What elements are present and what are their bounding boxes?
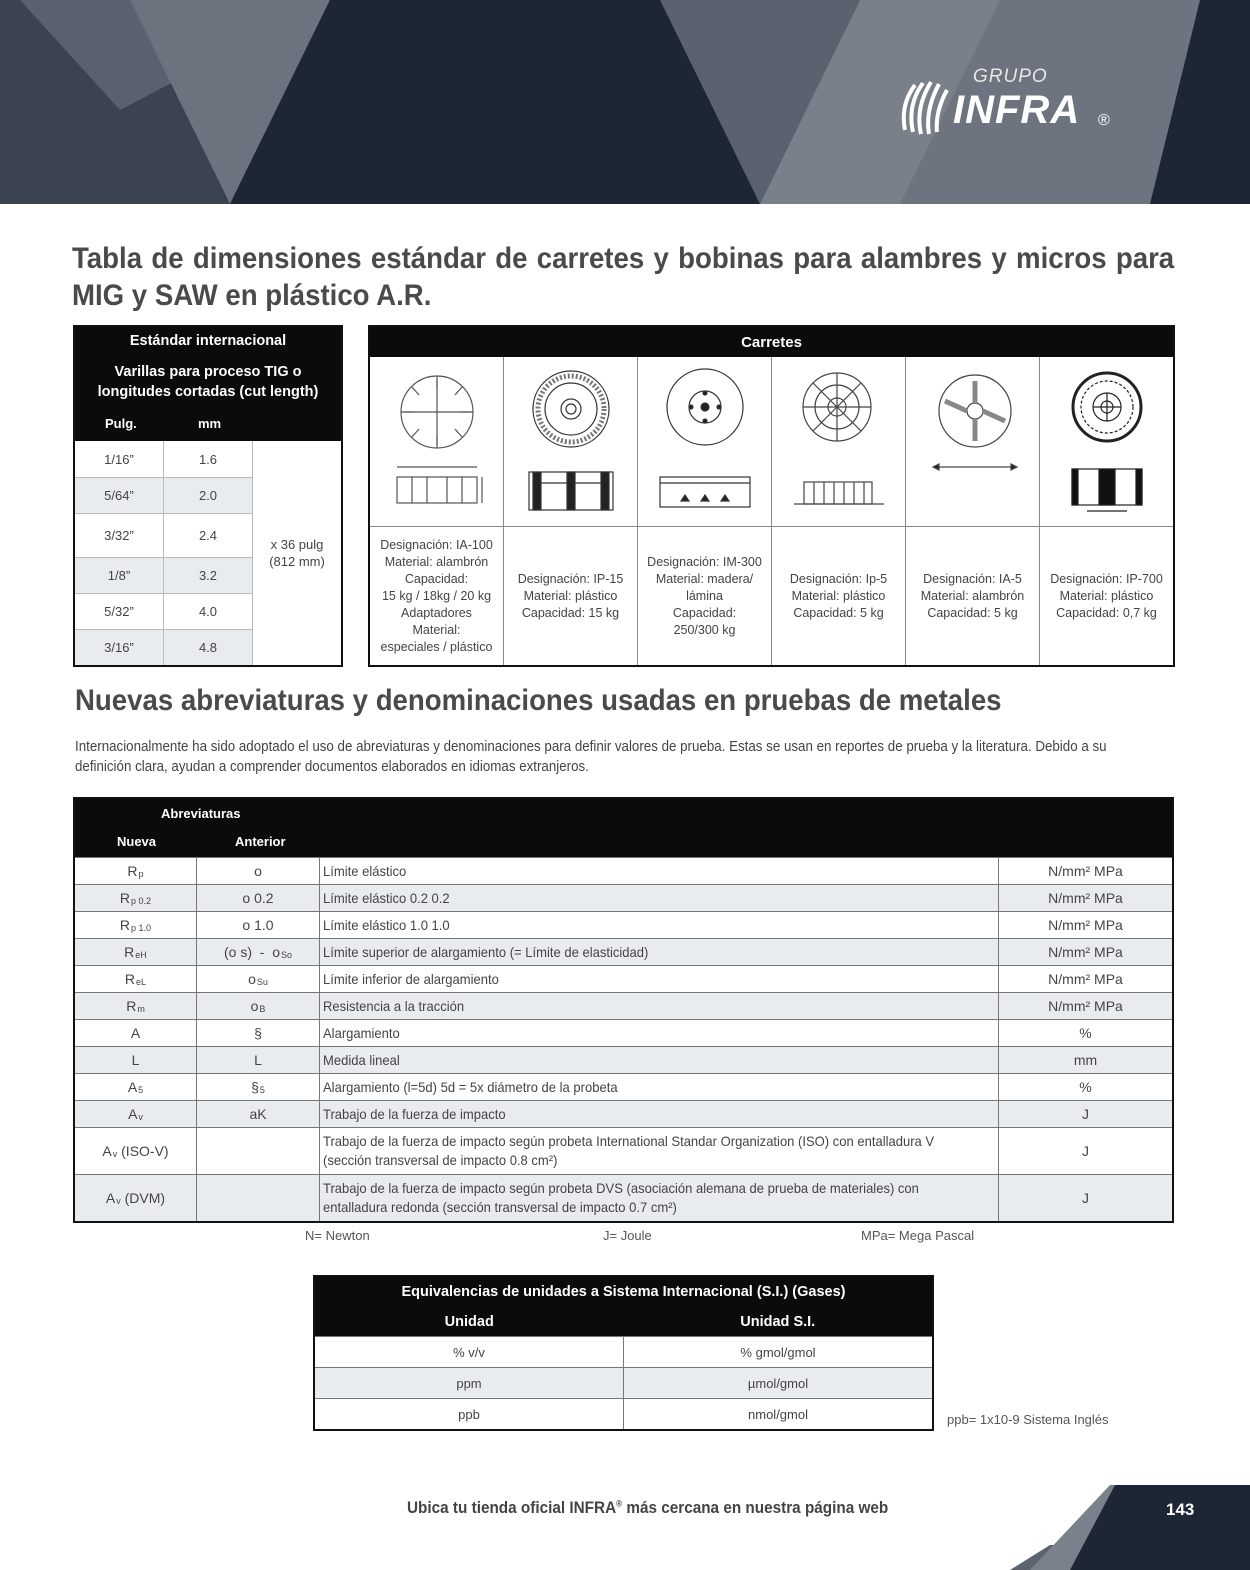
spool-column (772, 357, 906, 665)
abbr-new-subscript: v (116, 1195, 121, 1206)
page-header (0, 0, 1250, 204)
cell-unit (999, 1047, 1172, 1073)
abbr-new-symbol: A (105, 1190, 116, 1206)
unit-text: J (1082, 1143, 1089, 1159)
abbr-new-subscript: m (137, 1003, 145, 1014)
tig-rods-table-header (75, 327, 341, 441)
cell-pulg: 3/32” (75, 514, 164, 557)
cell-old-abbreviation (197, 939, 320, 965)
abbreviations-intro: Internacionalmente ha sido adoptado el uso de abreviaturas y denominaciones para definir valores de prueba. Estas se usan en reportes de prueba y la literatura. Debido a su definición clara, ayudan a comprender documentos elaborados en idiomas extranjeros. (75, 739, 1107, 775)
cell-mm: 3.2 (164, 558, 253, 593)
spool-ia-5-drawing-icon (906, 357, 1039, 527)
cell-description (320, 1020, 999, 1046)
cell-old-abbreviation (197, 885, 320, 911)
cell-description (320, 939, 999, 965)
spools-columns (370, 357, 1173, 665)
abbr-new-symbol: R (119, 890, 131, 906)
abbreviations-heading: Nuevas abreviaturas y denominaciones usadas en pruebas de metales (75, 684, 1002, 717)
footer-reg-mark: ® (616, 1498, 623, 1509)
unit-text: N/mm² MPa (1048, 944, 1123, 960)
rod-length-note: x 36 pulg (812 mm) (269, 537, 325, 569)
cell-si: % gmol/gmol (740, 1344, 816, 1360)
cell-pulg: 5/64” (75, 478, 164, 513)
table-row (75, 857, 1172, 884)
cell-description (320, 1047, 999, 1073)
abbr-old-subscript: 5 (259, 1084, 265, 1095)
spool-column (370, 357, 504, 665)
cell-new-abbreviation (75, 1101, 197, 1127)
abbr-new-subscript: eH (135, 949, 147, 960)
cell-pulg: 5/32” (75, 594, 164, 629)
tig-rods-table (73, 325, 343, 667)
ppb-note: ppb= 1x10-9 Sistema Inglés (947, 1412, 1109, 1427)
legend-joule: J= Joule (603, 1228, 652, 1243)
description-text: Trabajo de la fuerza de impacto según probeta International Standar Organization (ISO) con entalladura V (sección transversal de impacto 0.8 cm²) (323, 1133, 935, 1168)
abbr-old-symbol: (o s) - o (223, 944, 280, 960)
cell-unit (999, 912, 1172, 938)
cell-si: µmol/gmol (747, 1375, 809, 1391)
description-text: Trabajo de la fuerza de impacto según probeta DVS (asociación alemana de prueba de materiales) con entalladura redonda (sección transversal de impacto 0.7 cm²) (323, 1180, 919, 1215)
table-row (75, 514, 253, 558)
description-text: Límite superior de alargamiento (= Límite de elasticidad) (323, 943, 649, 960)
units-table-title: Equivalencias de unidades a Sistema Internacional (S.I.) (Gases) (315, 1277, 932, 1307)
cell-new-abbreviation (75, 1175, 197, 1221)
cell-new-abbreviation (75, 1128, 197, 1174)
abbr-old-symbol: § (254, 1025, 262, 1041)
cell-unit (999, 1128, 1172, 1174)
abbreviations-table-body (75, 857, 1172, 1221)
abbr-old-symbol: o 1.0 (242, 917, 274, 933)
cell-unit: % v/v (315, 1337, 624, 1367)
cell-unit: ppm (315, 1368, 624, 1398)
cell-unit (999, 1074, 1172, 1100)
unit-text: N/mm² MPa (1048, 863, 1123, 879)
cell-new-abbreviation (75, 993, 197, 1019)
description-text: Medida lineal (323, 1051, 400, 1068)
cell-old-abbreviation (197, 1047, 320, 1073)
abbr-new-subscript: p 1.0 (131, 922, 152, 933)
table-row (75, 630, 253, 665)
units-table-header (315, 1307, 932, 1336)
table-row (75, 594, 253, 630)
cell-unit (999, 858, 1172, 884)
logo-registered-mark: ® (1098, 112, 1110, 129)
table-row (315, 1398, 932, 1429)
tig-rods-table-subtitle: Varillas para proceso TIG o longitudes cortadas (cut length) (97, 364, 319, 400)
abbr-new-subscript: eL (136, 976, 147, 987)
cell-old-abbreviation (197, 966, 320, 992)
cell-pulg: 1/8” (75, 558, 164, 593)
abbr-old-symbol: o 0.2 (242, 890, 274, 906)
description-text: Límite elástico 0.2 0.2 (323, 889, 450, 906)
abbr-old-subscript: So (281, 949, 293, 960)
abbr-new-symbol: A (127, 1079, 138, 1095)
spool-ia-100-description: Designación: IA-100 Material: alambrón Capacidad: 15 kg / 18kg / 20 kg Adaptadores Material: especiales / plástico (380, 537, 493, 654)
unit-text: J (1082, 1106, 1089, 1122)
table-row (75, 1019, 1172, 1046)
spool-ip-15-drawing-icon (504, 357, 637, 527)
table-row (315, 1336, 932, 1367)
abbr-old-symbol: o (254, 863, 262, 879)
table-row (75, 1174, 1172, 1221)
cell-description (320, 1074, 999, 1100)
abbr-new-subscript: 5 (138, 1084, 144, 1095)
cell-new-abbreviation (75, 966, 197, 992)
abbr-new-symbol: A (102, 1143, 112, 1159)
cell-new-abbreviation (75, 1047, 197, 1073)
cell-old-abbreviation (197, 1175, 320, 1221)
cell-mm: 4.8 (164, 630, 253, 665)
abbr-new-subscript: v (112, 1148, 118, 1159)
footer-text-before: Ubica tu tienda oficial INFRA (407, 1498, 617, 1517)
table-row (75, 441, 253, 478)
abbr-new-symbol: R (124, 971, 136, 987)
table-row (75, 1073, 1172, 1100)
footer-message (407, 1498, 888, 1518)
abbr-new-symbol: R (119, 917, 131, 933)
abbr-old-subscript: Su (256, 976, 268, 987)
cell-unit (999, 966, 1172, 992)
cell-new-abbreviation (75, 858, 197, 884)
spool-im-300-drawing-icon (638, 357, 771, 527)
legend-mpa: MPa= Mega Pascal (861, 1228, 975, 1243)
cell-old-abbreviation (197, 1074, 320, 1100)
description-text: Alargamiento (l=5d) 5d = 5x diámetro de la probeta (323, 1078, 618, 1095)
abbr-old-subscript: B (259, 1003, 266, 1014)
cell-description (320, 1128, 999, 1174)
header-unidad-si: Unidad S.I. (740, 1313, 816, 1330)
cell-unit (999, 993, 1172, 1019)
cell-pulg: 1/16” (75, 441, 164, 477)
cell-description (320, 966, 999, 992)
abbr-old-symbol: § (251, 1079, 259, 1095)
spool-ia-100-drawing-icon (370, 357, 503, 527)
abbr-new-subscript: p (138, 868, 144, 879)
table-row (75, 992, 1172, 1019)
abbreviations-table (73, 797, 1174, 1223)
abbr-new-suffix: (DVM) (120, 1190, 166, 1206)
page-number: 143 (1166, 1500, 1195, 1519)
spool-ia-5-description: Designación: IA-5 Material: alambrón Capacidad: 5 kg (920, 571, 1025, 620)
spool-ip-5-drawing-icon (772, 357, 905, 527)
description-text: Trabajo de la fuerza de impacto (323, 1105, 506, 1122)
spools-table-title: Carretes (370, 327, 1173, 357)
cell-mm: 2.0 (164, 478, 253, 513)
column-header-pulg: Pulg. (105, 416, 137, 431)
cell-old-abbreviation (197, 912, 320, 938)
cell-unit: ppb (315, 1399, 624, 1429)
spool-column (504, 357, 638, 665)
spools-table (368, 325, 1175, 667)
abbr-old-symbol: aK (249, 1106, 267, 1122)
table-row (75, 1046, 1172, 1073)
abbr-old-symbol: L (254, 1052, 262, 1068)
abbr-new-suffix: (ISO-V) (117, 1143, 169, 1159)
cell-unit (999, 1101, 1172, 1127)
header-nueva: Nueva (117, 834, 157, 849)
cell-description (320, 912, 999, 938)
table-row (75, 1100, 1172, 1127)
table-row (75, 938, 1172, 965)
cell-unit (999, 885, 1172, 911)
table-row (315, 1367, 932, 1398)
cell-new-abbreviation (75, 1020, 197, 1046)
legend-newton: N= Newton (305, 1228, 370, 1243)
cell-old-abbreviation (197, 993, 320, 1019)
abbr-new-symbol: R (124, 944, 135, 960)
header-unidad: Unidad (444, 1313, 494, 1330)
spool-column (1040, 357, 1173, 665)
spool-ip-700-drawing-icon (1040, 357, 1173, 527)
description-text: Alargamiento (323, 1024, 400, 1041)
abbr-new-subscript: p 0.2 (131, 895, 152, 906)
unit-text: % (1079, 1025, 1092, 1041)
cell-pulg: 3/16” (75, 630, 164, 665)
cell-unit (999, 939, 1172, 965)
unit-text: J (1082, 1190, 1089, 1206)
cell-unit (999, 1175, 1172, 1221)
cell-unit (999, 1020, 1172, 1046)
table-row (75, 965, 1172, 992)
cell-new-abbreviation (75, 885, 197, 911)
cell-description (320, 885, 999, 911)
header-anterior: Anterior (235, 834, 286, 849)
spool-column (638, 357, 772, 665)
spool-ip-15-description: Designación: IP-15 Material: plástico Capacidad: 15 kg (517, 571, 624, 620)
abbr-new-symbol: R (126, 998, 137, 1014)
cell-mm: 1.6 (164, 441, 253, 477)
cell-new-abbreviation (75, 1074, 197, 1100)
tig-rods-table-title: Estándar internacional (129, 333, 287, 349)
cell-description (320, 858, 999, 884)
abbr-new-symbol: L (131, 1052, 140, 1068)
unit-text: N/mm² MPa (1048, 998, 1123, 1014)
unit-text: N/mm² MPa (1048, 917, 1123, 933)
cell-old-abbreviation (197, 1128, 320, 1174)
tig-rods-rows (75, 441, 253, 665)
table-row (75, 884, 1172, 911)
units-table (313, 1275, 934, 1431)
cell-mm: 4.0 (164, 594, 253, 629)
abbr-old-symbol: o (248, 971, 256, 987)
spool-im-300-description: Designación: IM-300 Material: madera/ lámina Capacidad: 250/300 kg (647, 554, 762, 637)
cell-mm: 2.4 (164, 514, 253, 557)
unit-text: N/mm² MPa (1048, 890, 1123, 906)
table-row (75, 558, 253, 594)
description-text: Resistencia a la tracción (323, 997, 465, 1014)
column-header-mm: mm (198, 416, 222, 431)
abbr-new-symbol: R (127, 863, 138, 879)
table-row (75, 1127, 1172, 1174)
cell-description (320, 993, 999, 1019)
description-text: Límite elástico 1.0 1.0 (323, 916, 450, 933)
unit-text: N/mm² MPa (1048, 971, 1123, 987)
page-title: Tabla de dimensiones estándar de carretes y bobinas para alambres y micros para MIG y SAW en plástico A.R. (72, 242, 1175, 312)
abbr-old-symbol: o (250, 998, 259, 1014)
abbr-new-symbol: A (128, 1106, 138, 1122)
table-row (75, 911, 1172, 938)
abbr-new-symbol: A (130, 1025, 141, 1041)
unit-text: % (1079, 1079, 1092, 1095)
cell-description (320, 1175, 999, 1221)
spool-ip-700-description: Designación: IP-700 Material: plástico Capacidad: 0,7 kg (1050, 571, 1163, 620)
abbreviations-table-header (75, 799, 1172, 857)
description-text: Límite elástico (323, 862, 407, 879)
infra-logo (895, 62, 1125, 152)
cell-new-abbreviation (75, 939, 197, 965)
cell-old-abbreviation (197, 1020, 320, 1046)
header-abreviaturas: Abreviaturas (161, 806, 241, 821)
logo-grupo-text: GRUPO (973, 66, 1048, 87)
cell-old-abbreviation (197, 858, 320, 884)
unit-text: mm (1073, 1052, 1098, 1068)
cell-si: nmol/gmol (748, 1406, 808, 1422)
footer-graphic (0, 1480, 1250, 1570)
abbr-new-subscript: v (138, 1111, 143, 1122)
footer-text-after: más cercana en nuestra página web (622, 1498, 889, 1517)
cell-new-abbreviation (75, 912, 197, 938)
spool-ip-5-description: Designación: Ip-5 Material: plástico Capacidad: 5 kg (789, 571, 888, 620)
table-row (75, 478, 253, 514)
cell-old-abbreviation (197, 1101, 320, 1127)
logo-infra-text: INFRA (953, 88, 1081, 132)
description-text: Límite inferior de alargamiento (323, 970, 499, 987)
cell-description (320, 1101, 999, 1127)
spool-column (906, 357, 1040, 665)
